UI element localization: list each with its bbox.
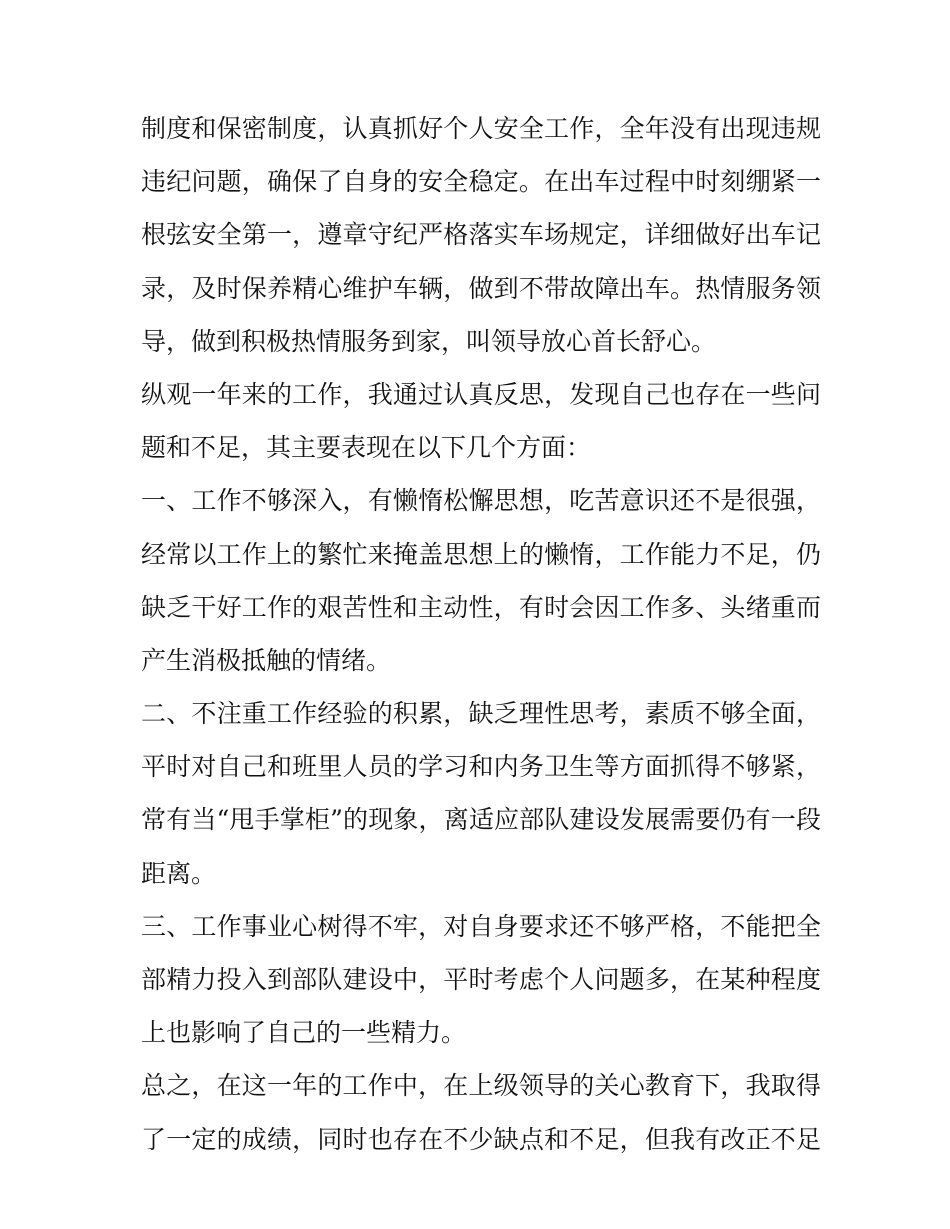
text-line: 三、工作事业心树得不牢，对自身要求还不够严格，不能把全: [141, 911, 821, 941]
text-line: 总之，在这一年的工作中，在上级领导的关心教育下，我取得: [141, 1071, 821, 1101]
text-line: 一、工作不够深入，有懒惰松懈思想，吃苦意识还不是很强，: [141, 486, 821, 516]
text-line: 根弦安全第一，遵章守纪严格落实车场规定，详细做好出车记: [141, 220, 821, 250]
text-line: 二、不注重工作经验的积累，缺乏理性思考，素质不够全面，: [141, 699, 821, 729]
text-line: 经常以工作上的繁忙来掩盖思想上的懒惰，工作能力不足，仍: [141, 539, 821, 569]
text-line: 违纪问题，确保了自身的安全稳定。在出车过程中时刻绷紧一: [141, 167, 821, 197]
text-line: 录，及时保养精心维护车辆，做到不带故障出车。热情服务领: [141, 273, 821, 303]
text-line: 常有当“甩手掌柜”的现象，离适应部队建设发展需要仍有一段: [141, 805, 821, 835]
text-line: 缺乏干好工作的艰苦性和主动性，有时会因工作多、头绪重而: [141, 592, 821, 622]
text-line: 制度和保密制度，认真抓好个人安全工作，全年没有出现违规: [141, 114, 821, 143]
text-line: 产生消极抵触的情绪。: [141, 645, 392, 675]
text-line: 上也影响了自己的一些精力。: [141, 1018, 467, 1048]
text-line: 纵观一年来的工作，我通过认真反思，发现自己也存在一些问: [141, 379, 821, 409]
document-body: [141, 102, 821, 1166]
text-line: 题和不足，其主要表现在以下几个方面：: [141, 433, 592, 463]
text-line: 距离。: [141, 858, 217, 888]
text-line: 了一定的成绩，同时也存在不少缺点和不足，但我有改正不足: [141, 1124, 821, 1154]
text-line: 平时对自己和班里人员的学习和内务卫生等方面抓得不够紧，: [141, 752, 821, 782]
text-line: 导，做到积极热情服务到家，叫领导放心首长舒心。: [141, 326, 717, 356]
text-line: 部精力投入到部队建设中，平时考虑个人问题多，在某种程度: [141, 965, 821, 994]
